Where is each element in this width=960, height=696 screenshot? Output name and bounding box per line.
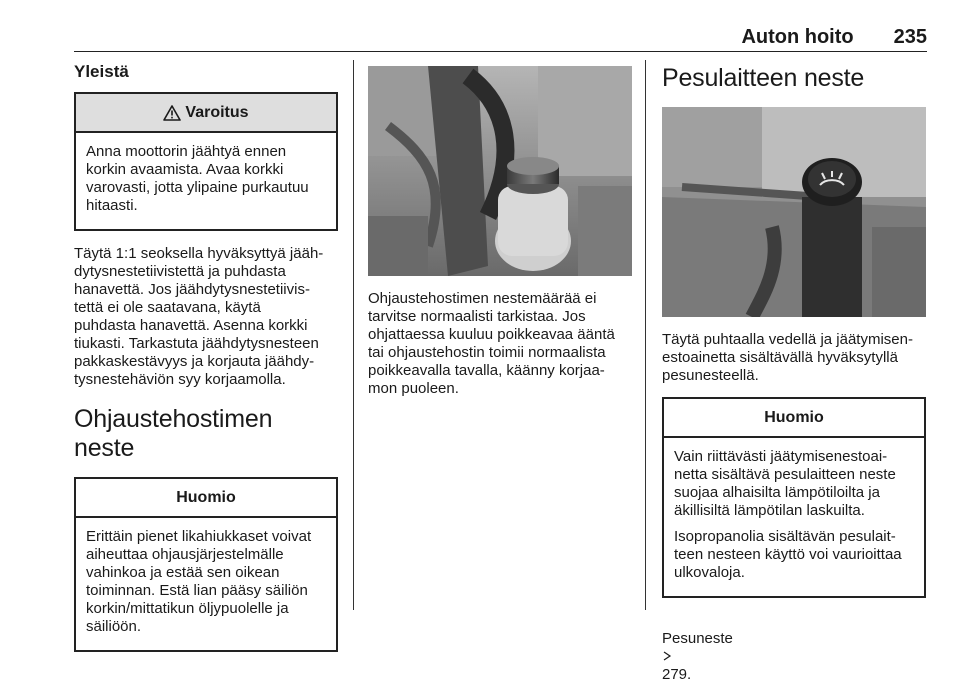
note-label-washer: Huomio: [764, 408, 824, 426]
note-text-washer-2: Isopropanolia sisältävän pesulait- teen nesteen käyttö voi vaurioittaa ulkovaloja.: [674, 528, 902, 581]
note-box-steering: [74, 477, 338, 652]
heading-general: Yleistä: [74, 62, 129, 81]
section-title-washer-fluid: Pesulaitteen neste: [662, 64, 865, 92]
column-1: [74, 62, 338, 666]
note-box-washer: [662, 397, 926, 598]
column-divider-1: [353, 60, 354, 610]
header-page-number: 235: [893, 26, 927, 48]
warning-text: Anna moottorin jäähtyä ennen korkin avaamista. Avaa korkki varovasti, jotta ylipaine purkautuu hitaasti.: [86, 143, 309, 214]
cross-reference-page: 279.: [662, 666, 692, 683]
note-box-header-washer: [664, 399, 924, 438]
washer-paragraph: Täytä puhtaalla vedellä ja jäätymisen- estoainetta sisältävällä hyväksytyllä pesunesteellä.: [662, 331, 913, 384]
cross-reference[interactable]: [662, 612, 926, 684]
washer-cap-illustration: [662, 107, 926, 317]
header-rule: [74, 51, 927, 52]
coolant-paragraph: Täytä 1:1 seoksella hyväksyttyä jääh- dytysnestetiivistettä ja puhdasta hanavettä. Jos jäähdytysnestetiivis- tettä ei ole saatavana, käytä puhdasta hanavettä. Asenna korkki tiukasti. Tarkastuta jäähdytysnesteen pakkaskestävyys ja korjauta jäähdy- tysnestehäviön syy korjaamolla.: [74, 245, 324, 388]
page-header: [741, 26, 927, 49]
power-steering-paragraph: Ohjaustehostimen nestemäärää ei tarvitse normaalisti tarkistaa. Jos ohjattaessa kuuluu poikkeavaa ääntä tai ohjaustehostin toimii normaalista poikkeavalla tavalla, käänny korjaa- mon puoleen.: [368, 290, 615, 397]
section-title-power-steering: Ohjaustehostimen neste: [74, 405, 273, 462]
engine-bay-illustration: [368, 66, 632, 276]
warning-triangle-icon: [163, 105, 181, 121]
cross-reference-text: Pesuneste: [662, 630, 733, 647]
warning-box-header: [76, 94, 336, 133]
arrow-right-icon: [662, 651, 672, 661]
note-text: Erittäin pienet likahiukkaset voivat aiheuttaa ohjausjärjestelmälle vahinkoa ja estää sen oikean toiminnan. Estä lian pääsy säiliön korkin/mittatikun öljypuolelle ja säiliöön.: [86, 528, 312, 635]
header-section-title: Auton hoito: [741, 26, 854, 48]
warning-box: [74, 92, 338, 231]
column-divider-2: [645, 60, 646, 610]
power-steering-reservoir-image: [368, 66, 632, 276]
column-3: [662, 62, 926, 696]
washer-reservoir-image: [662, 107, 926, 317]
note-label: Huomio: [176, 488, 236, 506]
column-2: [368, 62, 632, 410]
note-text-washer-1: Vain riittävästi jäätymisenestoai- netta sisältävä pesulaitteen neste suojaa alhaisilta lämpötiloilta ja äkillisiltä lämpötilan laskuilta.: [674, 448, 896, 519]
note-box-header: [76, 479, 336, 518]
warning-label: Varoitus: [185, 103, 249, 121]
